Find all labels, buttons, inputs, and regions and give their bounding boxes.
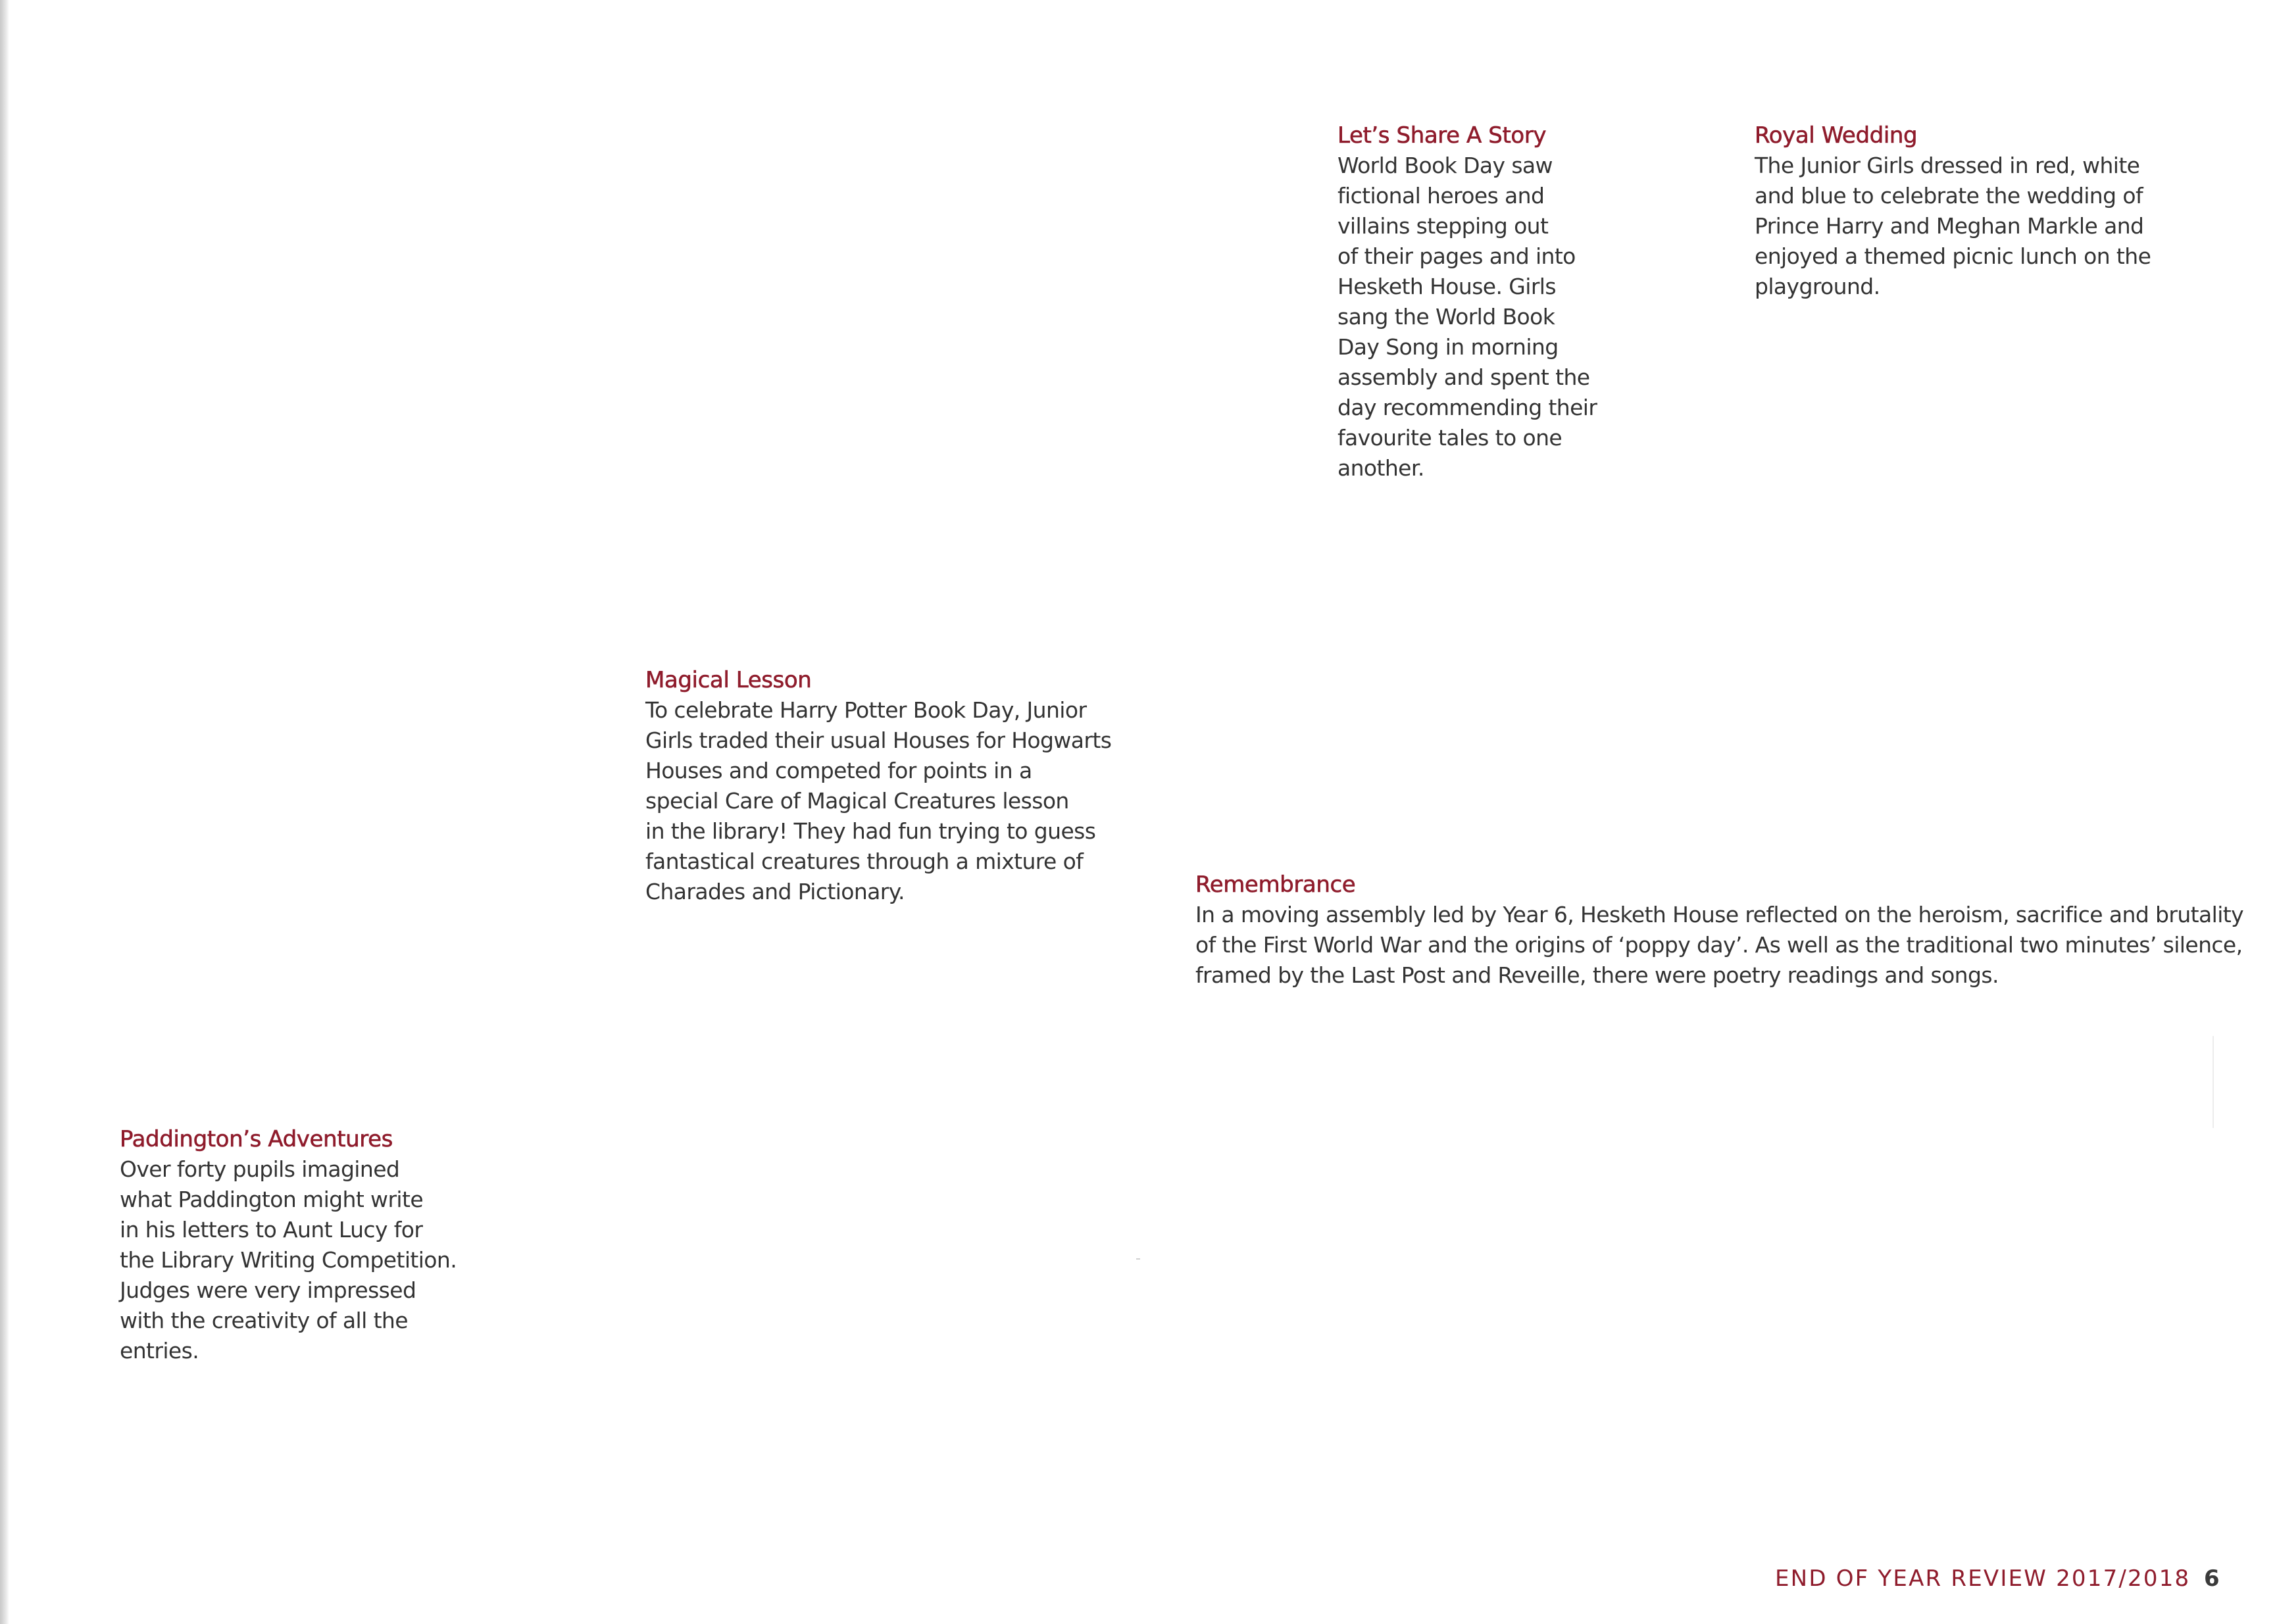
body-line: what Paddington might write bbox=[120, 1187, 424, 1212]
article-body bbox=[645, 695, 1119, 907]
body-line: To celebrate Harry Potter Book Day, Junior bbox=[645, 697, 1087, 723]
body-line: World Book Day saw bbox=[1338, 153, 1553, 178]
body-line: enjoyed a themed picnic lunch on the bbox=[1755, 243, 2151, 269]
body-line: Houses and competed for points in a bbox=[645, 758, 1032, 783]
article-body bbox=[1755, 151, 2182, 302]
body-line: Day Song in morning bbox=[1338, 334, 1559, 360]
body-line: playground. bbox=[1755, 274, 1880, 299]
body-line: special Care of Magical Creatures lesson bbox=[645, 788, 1069, 814]
article-royal-wedding bbox=[1755, 120, 2182, 302]
body-line: of their pages and into bbox=[1338, 243, 1576, 269]
body-line: and blue to celebrate the wedding of bbox=[1755, 183, 2143, 209]
body-line: entries. bbox=[120, 1338, 199, 1364]
article-remembrance bbox=[1195, 870, 2244, 991]
body-line: In a moving assembly led by Year 6, Hesketh House reflected on the heroism, sacrifice and brutality bbox=[1195, 902, 2244, 927]
body-line: assembly and spent the bbox=[1338, 364, 1590, 390]
body-line: of the First World War and the origins of ‘poppy day’. As well as the traditional two minutes’ silence, bbox=[1195, 932, 2243, 958]
body-line: in his letters to Aunt Lucy for bbox=[120, 1217, 423, 1243]
article-title: Remembrance bbox=[1195, 872, 1356, 898]
article-lets-share-a-story bbox=[1338, 120, 1614, 483]
body-line: framed by the Last Post and Reveille, there were poetry readings and songs. bbox=[1195, 962, 1999, 988]
article-body bbox=[1338, 151, 1614, 483]
body-line: day recommending their bbox=[1338, 395, 1597, 420]
body-line: the Library Writing Competition. bbox=[120, 1247, 457, 1273]
body-line: favourite tales to one bbox=[1338, 425, 1562, 451]
scan-page-edge bbox=[0, 0, 9, 1624]
body-line: villains stepping out bbox=[1338, 213, 1549, 239]
body-line: Girls traded their usual Houses for Hogwarts bbox=[645, 727, 1112, 753]
article-body bbox=[120, 1154, 462, 1366]
body-line: with the creativity of all the bbox=[120, 1308, 408, 1333]
article-title: Royal Wedding bbox=[1755, 122, 1918, 149]
scan-mark bbox=[2212, 1036, 2214, 1128]
scan-speck bbox=[1136, 1258, 1140, 1260]
body-line: Judges were very impressed bbox=[120, 1277, 416, 1303]
body-line: Over forty pupils imagined bbox=[120, 1156, 400, 1182]
article-title: Magical Lesson bbox=[645, 667, 812, 693]
body-line: sang the World Book bbox=[1338, 304, 1555, 330]
article-title: Paddington’s Adventures bbox=[120, 1126, 393, 1152]
body-line: Prince Harry and Meghan Markle and bbox=[1755, 213, 2144, 239]
footer-review-label: END OF YEAR REVIEW 2017/2018 bbox=[1775, 1565, 2191, 1592]
body-line: Hesketh House. Girls bbox=[1338, 274, 1556, 299]
article-magical-lesson bbox=[645, 665, 1119, 907]
article-title: Let’s Share A Story bbox=[1338, 122, 1547, 149]
body-line: in the library! They had fun trying to guess bbox=[645, 818, 1096, 844]
body-line: fictional heroes and bbox=[1338, 183, 1545, 209]
body-line: fantastical creatures through a mixture of bbox=[645, 849, 1084, 874]
body-line: Charades and Pictionary. bbox=[645, 879, 905, 904]
article-paddingtons-adventures bbox=[120, 1124, 462, 1366]
page-number: 6 bbox=[2204, 1565, 2220, 1592]
body-line: another. bbox=[1338, 455, 1424, 481]
body-line: The Junior Girls dressed in red, white bbox=[1755, 153, 2140, 178]
article-body bbox=[1195, 900, 2244, 991]
